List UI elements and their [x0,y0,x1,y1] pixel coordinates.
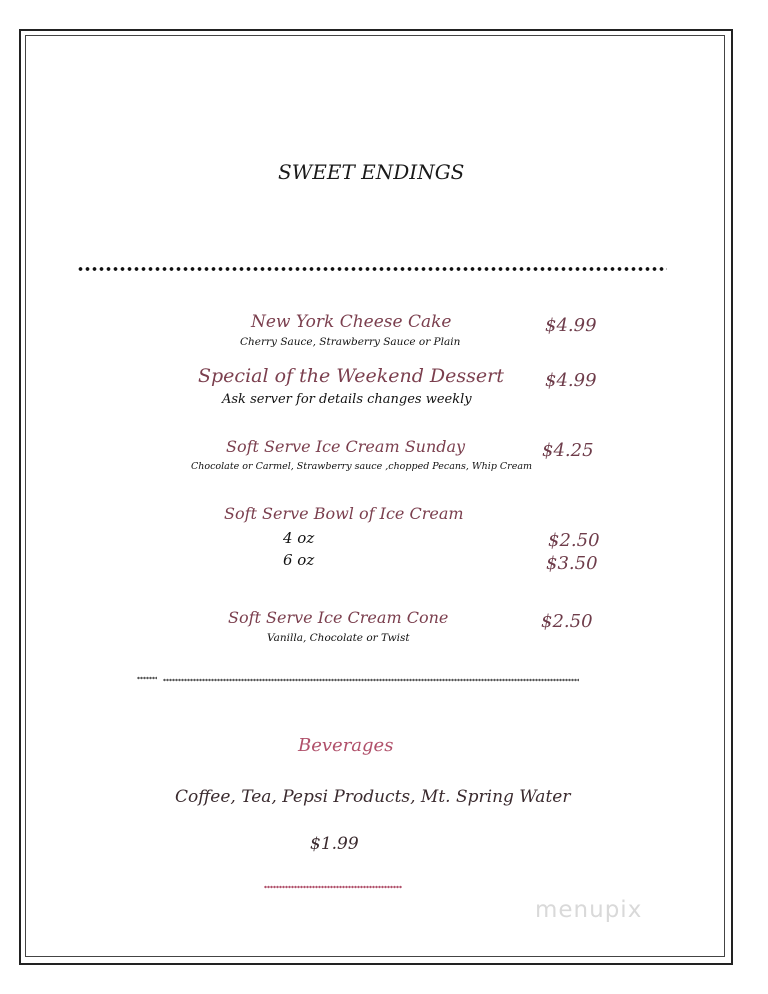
dessert-price-sunday: $4.25 [542,440,594,461]
dessert-desc-weekend-special: Ask server for details changes weekly [222,392,472,407]
dessert-name-cheesecake: New York Cheese Cake [251,312,452,332]
dessert-desc-sunday: Chocolate or Carmel, Strawberry sauce ,chopped Pecans, Whip Cream [191,461,533,472]
dotted-divider-bottom [264,885,402,889]
page-title: SWEET ENDINGS [278,160,465,184]
dessert-name-bowl: Soft Serve Bowl of Ice Cream [224,504,464,523]
dotted-divider-mid [163,678,579,682]
menupix-watermark: menupix [535,897,643,923]
dessert-desc-cone: Vanilla, Chocolate or Twist [267,632,410,644]
beverages-price: $1.99 [310,834,359,854]
bowl-size-4oz: 4 oz [283,529,315,547]
beverages-title: Beverages [298,735,394,756]
dessert-desc-cheesecake: Cherry Sauce, Strawberry Sauce or Plain [240,336,461,348]
dessert-name-cone: Soft Serve Ice Cream Cone [228,608,449,627]
bowl-size-6oz: 6 oz [283,551,315,569]
dessert-price-cheesecake: $4.99 [545,315,597,336]
dessert-price-weekend-special: $4.99 [545,370,597,391]
dessert-name-sunday: Soft Serve Ice Cream Sunday [226,437,466,456]
dessert-price-cone: $2.50 [541,611,593,632]
dessert-name-weekend-special: Special of the Weekend Dessert [198,365,504,387]
bowl-price-4oz: $2.50 [548,530,600,551]
bowl-price-6oz: $3.50 [546,553,598,574]
beverages-items: Coffee, Tea, Pepsi Products, Mt. Spring Water [175,787,571,807]
dotted-divider-mid-start [137,676,157,680]
dotted-divider-top [77,266,667,272]
